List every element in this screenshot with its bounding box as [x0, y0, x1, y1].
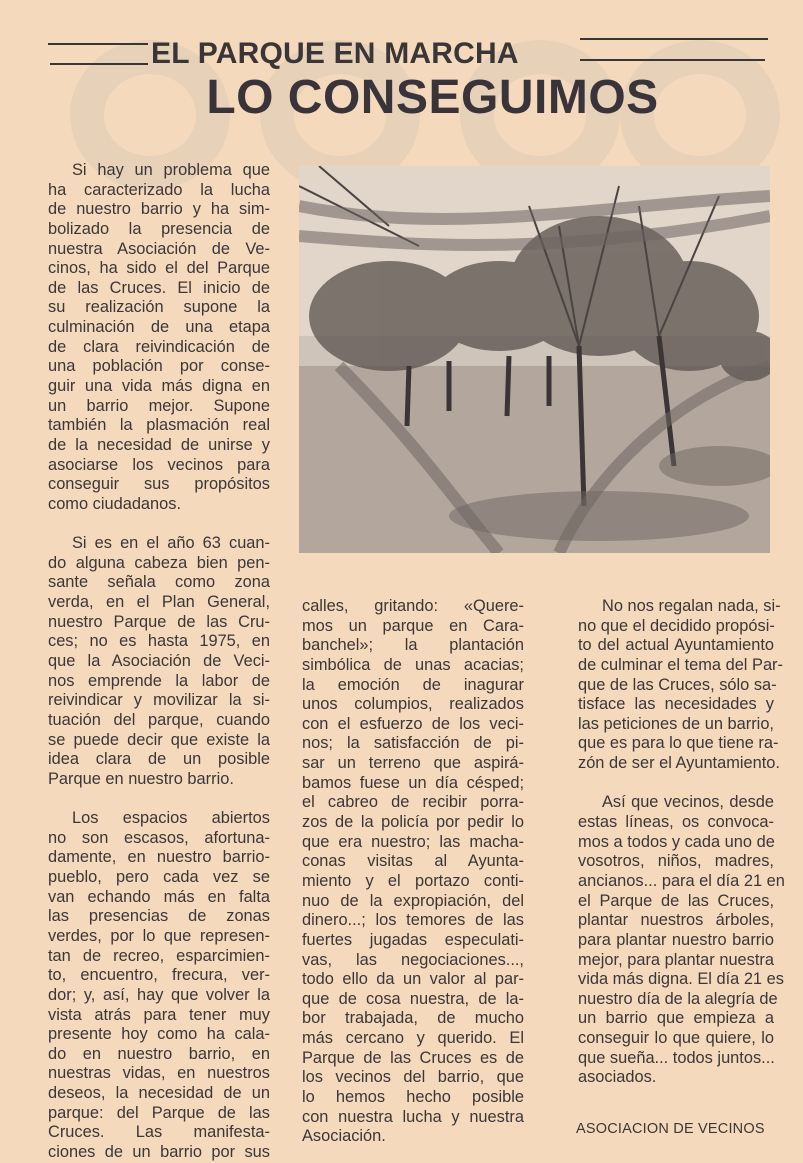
- section-kicker: EL PARQUE EN MARCHA: [151, 37, 519, 70]
- text-line: ciones de un barrio por sus: [48, 1143, 270, 1162]
- text-line: de nuestro barrio y ha sim-: [48, 200, 270, 219]
- text-line: Los espacios abiertos: [72, 809, 270, 828]
- text-line: dinero...; los temores de las: [302, 911, 524, 930]
- text-line: Parque de las Cruces es de: [302, 1048, 524, 1067]
- text-line: sante señala como zona: [48, 573, 270, 592]
- text-line: unos columpios, realizados: [302, 695, 524, 714]
- text-line: asociados.: [578, 1068, 657, 1087]
- article-column-1: [48, 161, 270, 1163]
- text-line: un barrio que empieza a: [578, 1009, 774, 1028]
- text-line: van echando más en falta: [48, 887, 270, 906]
- text-line: no que el decidido propósi-: [578, 616, 775, 635]
- text-line: to, encuentro, frecura, ver-: [48, 966, 270, 985]
- text-line: vista atrás para tener muy: [48, 1005, 270, 1024]
- text-line: zos de la policía por pedir lo: [302, 813, 524, 832]
- text-line: to del actual Ayuntamiento: [578, 636, 774, 655]
- article-column-3: [578, 597, 785, 1088]
- text-line: cinos, ha sido el del Parque: [48, 259, 270, 278]
- text-line: nos emprende la labor de: [48, 671, 270, 690]
- text-line: vida más digna. El día 21 es: [578, 970, 784, 989]
- text-line: verda, en el Plan General,: [48, 593, 270, 612]
- text-line: bor trabajada, de mucho: [302, 1009, 524, 1028]
- text-line: fuertes jugadas especulati-: [302, 930, 524, 949]
- text-line: que de cosa nuestra, de la-: [302, 989, 524, 1008]
- text-line: tuación del parque, cuando: [48, 710, 270, 729]
- text-line: mos un parque en Cara-: [302, 616, 524, 635]
- text-line: presente hoy como ha cala-: [48, 1025, 270, 1044]
- text-line: el Parque de las Cruces,: [578, 891, 774, 910]
- text-line: asociarse los vecinos para: [48, 455, 270, 474]
- text-line: plantar nuestros árboles,: [578, 911, 774, 930]
- text-line: de la necesidad de unirse y: [48, 435, 270, 454]
- text-line: una población por conse-: [48, 357, 270, 376]
- text-line: sar un terreno que aspirá-: [302, 754, 524, 773]
- text-line: las peticiones de un barrio,: [578, 714, 774, 733]
- text-line: do en nuestro barrio, en: [48, 1044, 270, 1063]
- text-line: guir una vida más digna en: [48, 377, 270, 396]
- text-line: nuestra Asociación de Ve-: [48, 239, 270, 258]
- text-line: vas, las negociaciones...,: [302, 950, 524, 969]
- kicker-row: [48, 37, 768, 71]
- headline: LO CONSEGUIMOS: [206, 71, 659, 124]
- text-line: parque: del Parque de las: [48, 1103, 270, 1122]
- text-line: para plantar nuestro barrio: [578, 930, 774, 949]
- text-line: como ciudadanos.: [48, 494, 182, 513]
- text-line: ces; no es hasta 1975, en: [48, 632, 270, 651]
- text-line: un barrio mejor. Supone: [48, 396, 270, 415]
- text-line: que la Asociación de Veci-: [48, 652, 270, 671]
- text-line: idea clara de un posible: [48, 750, 270, 769]
- text-line: también la plasmación real: [48, 416, 270, 435]
- text-line: que era nuestro; las macha-: [302, 832, 524, 851]
- text-line: tan de recreo, esparcimien-: [48, 946, 270, 965]
- text-line: no son escasos, afortuna-: [48, 828, 270, 847]
- rule-right-bottom: [580, 59, 765, 61]
- text-line: Si hay un problema que: [72, 161, 270, 179]
- text-line: conseguir sus propósitos: [48, 475, 270, 494]
- text-line: Cruces. Las manifesta-: [48, 1123, 270, 1142]
- rule-left-top: [48, 43, 148, 45]
- text-line: bolizado la presencia de: [48, 219, 270, 238]
- rule-left-bottom: [50, 63, 148, 65]
- text-line: dor; y, así, hay que volver la: [48, 985, 270, 1004]
- text-line: calles, gritando: «Quere-: [302, 597, 524, 615]
- text-line: ha caracterizado la lucha: [48, 180, 270, 199]
- text-line: mejor, para plantar nuestra: [578, 950, 774, 969]
- text-line: el cabreo de recibir porra-: [302, 793, 524, 812]
- text-line: Si es en el año 63 cuan-: [72, 534, 270, 553]
- text-line: culminación de una etapa: [48, 318, 270, 337]
- text-line: mos a todos y cada uno de: [578, 832, 775, 851]
- text-line: conas visitas al Ayunta-: [302, 852, 524, 871]
- text-line: de las Cruces. El inicio de: [48, 278, 270, 297]
- text-line: damente, en nuestro barrio-: [48, 848, 270, 867]
- text-line: lo hemos hecho posible: [302, 1088, 524, 1107]
- paragraph-gap: [48, 790, 270, 810]
- text-line: nuestras vidas, en nuestros: [48, 1064, 270, 1083]
- text-line: con nuestra lucha y nuestra: [302, 1107, 524, 1126]
- text-line: pueblo, pero cada vez se: [48, 868, 270, 887]
- text-line: ancianos... para el día 21 en: [578, 871, 785, 890]
- text-line: tisface las necesidades y: [578, 695, 774, 714]
- text-line: bamos fuese un día césped;: [302, 773, 524, 792]
- text-line: nuestro Parque de las Cru-: [48, 612, 270, 631]
- text-line: zón de ser el Ayuntamiento.: [578, 754, 780, 773]
- text-line: simbólica de unas acacias;: [302, 655, 524, 674]
- text-line: No nos regalan nada, si-: [602, 597, 781, 615]
- text-line: de culminar el tema del Par-: [578, 655, 783, 674]
- text-line: Asociación.: [302, 1127, 386, 1146]
- paragraph-gap: [48, 515, 270, 535]
- paragraph-gap: [578, 774, 774, 794]
- text-line: de clara reivindicación de: [48, 337, 270, 356]
- text-line: nos; la satisfacción de pi-: [302, 734, 524, 753]
- text-line: que sueña... todos juntos...: [578, 1048, 775, 1067]
- text-line: que de las Cruces, sólo sa-: [578, 675, 777, 694]
- text-line: conseguir lo que quiere, lo: [578, 1029, 774, 1048]
- park-trees-illustration: [299, 166, 770, 553]
- text-line: nuo de la expropiación, del: [302, 891, 524, 910]
- signature: ASOCIACION DE VECINOS: [576, 1121, 765, 1137]
- text-line: nuestro día de la alegría de: [578, 989, 778, 1008]
- text-line: su realización supone la: [48, 298, 270, 317]
- text-line: verdes, por lo que represen-: [48, 926, 270, 945]
- text-line: vosotros, niños, madres,: [578, 852, 774, 871]
- text-line: con el esfuerzo de los veci-: [302, 714, 524, 733]
- article-column-2: [302, 597, 524, 1147]
- text-line: banchel»; la plantación: [302, 636, 524, 655]
- text-line: deseos, la necesidad de un: [48, 1084, 270, 1103]
- text-line: miento y el portazo conti-: [302, 871, 524, 890]
- text-line: la emoción de inagurar: [302, 675, 524, 694]
- text-line: do alguna cabeza bien pen-: [48, 553, 270, 572]
- text-line: más cercano y querido. El: [302, 1029, 524, 1048]
- text-line: Así que vecinos, desde: [602, 793, 774, 812]
- text-line: estas líneas, os convoca-: [578, 813, 774, 832]
- text-line: los vecinos del barrio, que: [302, 1068, 524, 1087]
- park-trees-photo: [299, 166, 770, 553]
- text-line: reivindicar y movilizar la si-: [48, 691, 270, 710]
- rule-right-top: [580, 38, 768, 40]
- text-line: se puede decir que existe la: [48, 730, 270, 749]
- text-line: las presencias de zonas: [48, 907, 270, 926]
- text-line: Parque en nuestro barrio.: [48, 769, 234, 788]
- text-line: que es para lo que tiene ra-: [578, 734, 779, 753]
- text-line: todo ello da un valor al par-: [302, 970, 524, 989]
